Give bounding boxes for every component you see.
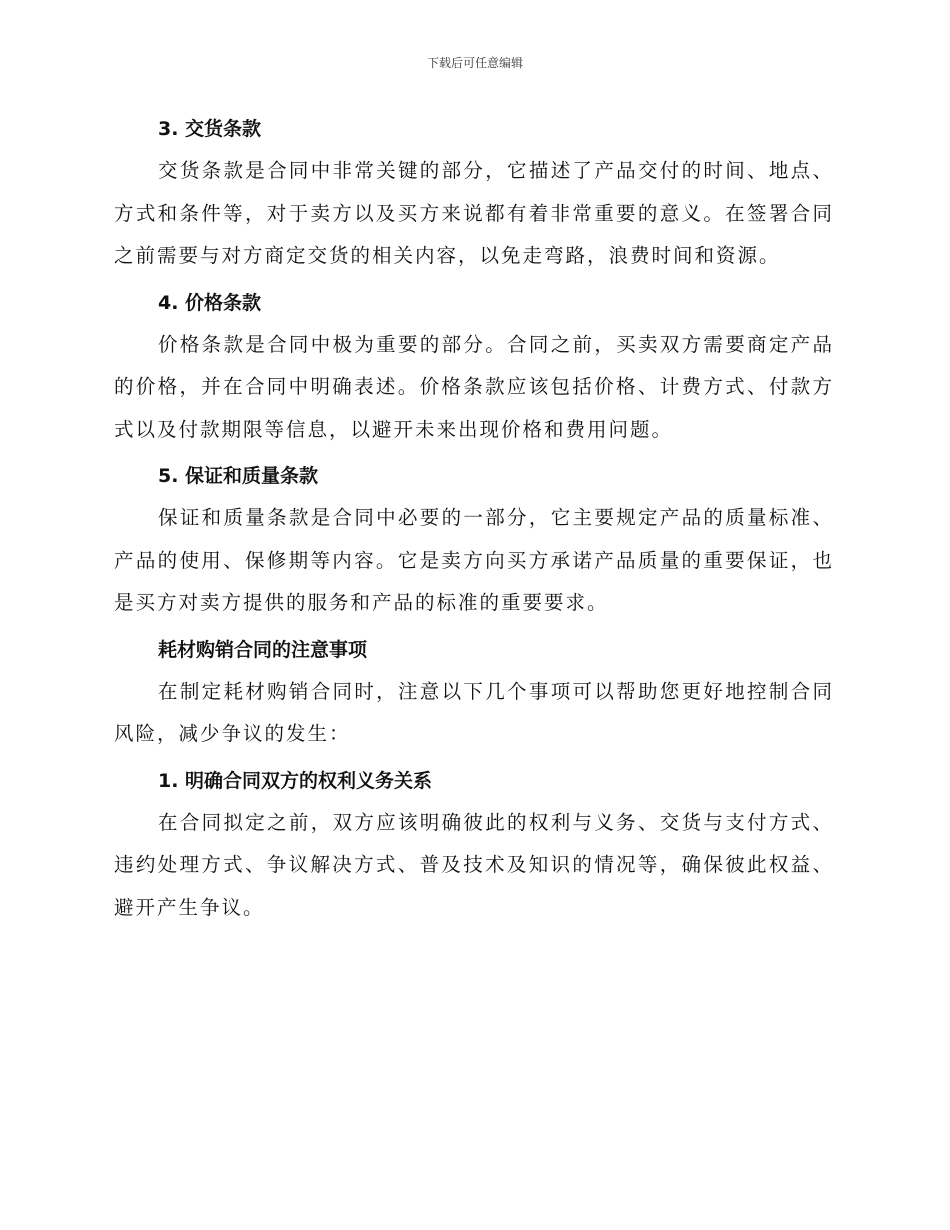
section-heading-rights: 1. 明确合同双方的权利义务关系: [158, 769, 433, 792]
page-header: 下载后可任意编辑: [426, 56, 523, 70]
document-body: [114, 108, 834, 933]
section-heading-price: 4. 价格条款: [158, 291, 262, 314]
section-paragraph-rights: 在合同拟定之前，双方应该明确彼此的权利与义务、交货与支付方式、违约处理方式、争议解决方式、普及技术及知识的情况等，确保彼此权益、避开产生争议。: [114, 810, 834, 919]
section-heading-notes: 耗材购销合同的注意事项: [158, 638, 368, 661]
section-paragraph-notes: 在制定耗材购销合同时，注意以下几个事项可以帮助您更好地控制合同风险，减少争议的发生：: [114, 679, 834, 745]
section-heading-delivery: 3. 交货条款: [158, 118, 262, 140]
section-paragraph-delivery: 交货条款是合同中非常关键的部分，它描述了产品交付的时间、地点、方式和条件等，对于卖方以及买方来说都有着非常重要的意义。在签署合同之前需要与对方商定交货的相关内容，以免走弯路，浪费时间和资源。: [114, 159, 834, 267]
section-paragraph-price: 价格条款是合同中极为重要的部分。合同之前，买卖双方需要商定产品的价格，并在合同中明确表述。价格条款应该包括价格、计费方式、付款方式以及付款期限等信息，以避开未来出现价格和费用问题。: [114, 332, 834, 441]
section-heading-quality: 5. 保证和质量条款: [158, 465, 319, 487]
section-paragraph-quality: 保证和质量条款是合同中必要的一部分，它主要规定产品的质量标准、产品的使用、保修期等内容。它是卖方向买方承诺产品质量的重要保证，也是买方对卖方提供的服务和产品的标准的重要要求。: [114, 506, 834, 614]
